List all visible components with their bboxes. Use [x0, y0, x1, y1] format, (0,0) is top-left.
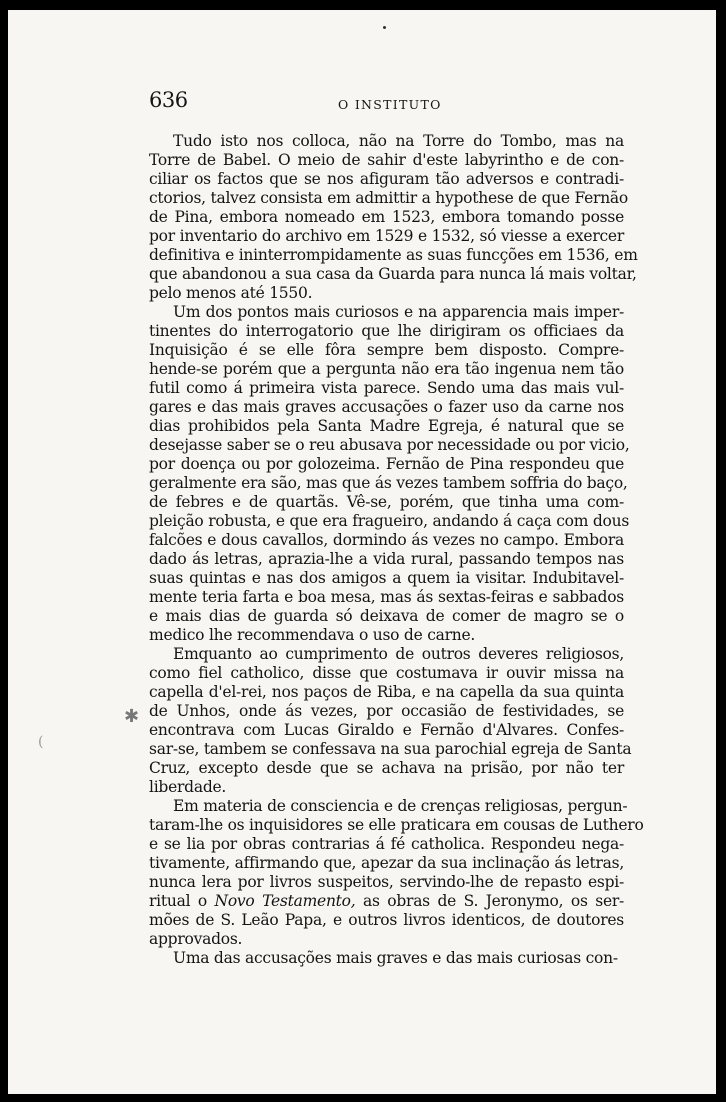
text-line: Um dos pontos mais curiosos e na apparencia mais imper-: [173, 303, 624, 321]
text-line: Inquisição é se elle fôra sempre bem disposto. Compre-: [149, 341, 624, 359]
text-line: por inventario do archivo em 1529 e 1532, só viesse a exercer: [149, 227, 624, 245]
text-line: Cruz, excepto desde que se achava na prisão, por não ter: [149, 759, 624, 777]
text-line: por doença ou por golozeima. Fernão de Pina respondeu que: [149, 455, 624, 473]
text-line: Torre de Babel. O meio de sahir d'este labyrintho e de con-: [149, 151, 624, 169]
book-title-italic: Novo Testamento,: [214, 892, 356, 910]
text-line: liberdade.: [149, 778, 227, 796]
paragraph: [149, 949, 624, 968]
text-line: capella d'el-rei, nos paços de Riba, e na capella da sua quinta: [149, 683, 624, 701]
print-speck: [383, 26, 386, 29]
text-line: Uma das accusações mais graves e das mais curiosas con-: [173, 949, 618, 967]
page-header: [8, 84, 716, 124]
text-line: mões de S. Leão Papa, e outros livros identicos, de doutores: [149, 911, 624, 929]
text-line: medico lhe recommendava o uso de carne.: [149, 626, 476, 644]
text-line: pelo menos até 1550.: [149, 284, 313, 302]
text-line: encontrava com Lucas Giraldo e Fernão d'Alvares. Confes-: [149, 721, 624, 739]
text-line: hende-se porém que a pergunta não era tão ingenua nem tão: [149, 360, 624, 378]
text-line: falcões e dous cavallos, dormindo ás vezes no campo. Embora: [149, 531, 624, 549]
margin-tick: (: [38, 734, 44, 750]
text-line: ciliar os factos que se nos afiguram tão adversos e contradi-: [149, 170, 624, 188]
page-number: 636: [149, 88, 188, 112]
margin-blot: ✱: [124, 706, 140, 727]
text-line: Emquanto ao cumprimento de outros deveres religiosos,: [173, 645, 624, 663]
text-line: gares e das mais graves accusações o fazer uso da carne nos: [149, 398, 624, 416]
text-line: suas quintas e nas dos amigos a quem ia visitar. Indubitavel-: [149, 569, 624, 587]
text-line: pleição robusta, e que era fragueiro, andando á caça com dous: [149, 512, 630, 530]
text-line: tinentes do interrogatorio que lhe dirigiram os officiaes da: [149, 322, 624, 340]
text-line: e se lia por obras contrarias á fé catholica. Respondeu nega-: [149, 835, 624, 853]
text-line: desejasse saber se o reu abusava por necessidade ou por vicio,: [149, 436, 630, 454]
text-line: approvados.: [149, 930, 243, 948]
text-line: de Pina, embora nomeado em 1523, embora tomando posse: [149, 208, 624, 226]
paragraph: [149, 303, 630, 645]
text-line: nunca lera por livros suspeitos, servindo-lhe de repasto espi-: [149, 873, 624, 891]
text-line: Em materia de consciencia e de crenças religiosas, pergun-: [173, 797, 628, 815]
text-line: definitiva e ininterrompidamente as suas funcções em 1536, em: [149, 246, 638, 264]
text-line: e mais dias de guarda só deixava de comer de magro se o: [149, 607, 624, 625]
text-line: ritual o Novo Testamento, as obras de S. Jeronymo, os ser-: [149, 892, 625, 910]
text-line: sar-se, tambem se confessava na sua parochial egreja de Santa: [149, 740, 632, 758]
text-line: geralmente era são, mas que ás vezes tambem soffria do baço,: [149, 474, 628, 492]
running-title: O INSTITUTO: [338, 97, 442, 112]
body-text: [149, 132, 644, 968]
text-line: de Unhos, onde ás vezes, por occasião de festividades, se: [149, 702, 624, 720]
text-line: taram-lhe os inquisidores se elle praticara em cousas de Luthero: [149, 816, 644, 834]
text-line: que abandonou a sua casa da Guarda para nunca lá mais voltar,: [149, 265, 637, 283]
paragraph: [149, 797, 644, 949]
book-page: [8, 10, 716, 1094]
paragraph: [149, 645, 632, 797]
text-line: ctorios, talvez consista em admittir a hypothese de que Fernão: [149, 189, 628, 207]
text-line: Tudo isto nos colloca, não na Torre do Tombo, mas na: [173, 132, 624, 150]
text-line: mente teria farta e boa mesa, mas ás sextas-feiras e sabbados: [149, 588, 624, 606]
paragraph: [149, 132, 638, 303]
text-line: tivamente, affirmando que, apezar da sua inclinação ás letras,: [149, 854, 624, 872]
text-line: como fiel catholico, disse que costumava ir ouvir missa na: [149, 664, 624, 682]
text-line: dias prohibidos pela Santa Madre Egreja, é natural que se: [149, 417, 624, 435]
text-line: futil como á primeira vista parece. Sendo uma das mais vul-: [149, 379, 624, 397]
text-line: dado ás letras, aprazia-lhe a vida rural, passando tempos nas: [149, 550, 624, 568]
text-line: de febres e de quartãs. Vê-se, porém, que tinha uma com-: [149, 493, 624, 511]
